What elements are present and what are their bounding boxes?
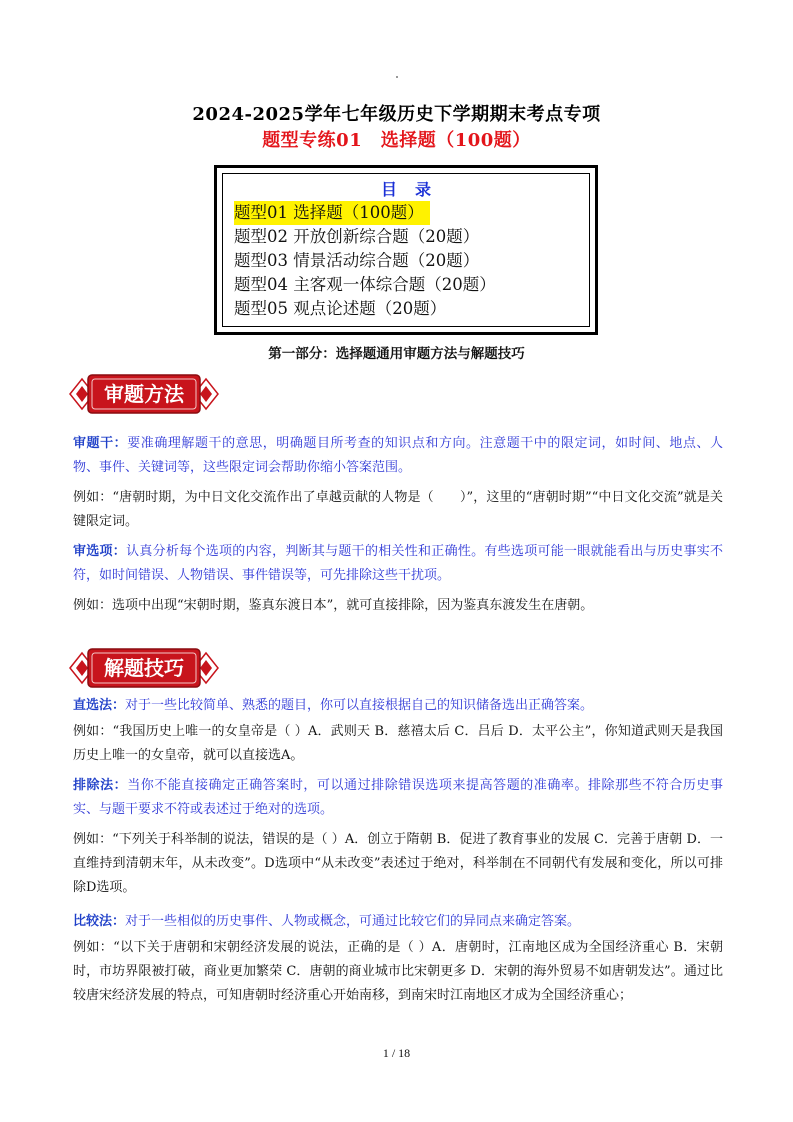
para-review-options: 审选项：认真分析每个选项的内容，判断其与题干的相关性和正确性。有些选项可能一眼就能看出与历史事实不符，如时间错误、人物错误、事件错误等，可先排除这些干扰项。: [73, 544, 723, 583]
toc-item-5[interactable]: 题型05 观点论述题（20题）: [234, 299, 447, 318]
para-review-stem: 审题干：要准确理解题干的意思，明确题目所考查的知识点和方向。注意题干中的限定词，如时间、地点、人物、事件、关键词等，这些限定词会帮助你缩小答案范围。: [73, 436, 723, 475]
toc-item-2[interactable]: 题型02 开放创新综合题（20题）: [234, 227, 480, 246]
badge-label-techniques: 解题技巧: [104, 656, 184, 680]
section-badge-review: [68, 371, 220, 417]
toc-item-3[interactable]: 题型03 情景活动综合题（20题）: [234, 251, 480, 270]
para-direct-method-example: 例如：“我国历史上唯一的女皇帝是（ ）A．武则天 B．慈禧太后 C．吕后 D．太平公主”，你知道武则天是我国历史上唯一的女皇帝，就可以直接选A。: [73, 724, 723, 763]
toc-item-1[interactable]: 题型01 选择题（100题）: [234, 201, 430, 225]
section-badge-techniques: [68, 645, 220, 691]
page-number: 1 / 18: [382, 1046, 411, 1060]
para-comparison-method: 比较法：对于一些相似的历史事件、人物或概念，可通过比较它们的异同点来确定答案。: [73, 914, 581, 929]
part-title: 第一部分：选择题通用审题方法与解题技巧: [268, 346, 525, 362]
badge-label-review: 审题方法: [104, 382, 184, 406]
para-elimination-example: 例如：“下列关于科举制的说法，错误的是（ ）A．创立于隋朝 B．促进了教育事业的发展 C．完善于唐朝 D．一直维持到清朝末年，从未改变”。D选项中“从未改变”表述过于绝对，科举制在不同朝代有发展和变化，所以可排除D选项。: [73, 832, 723, 895]
para-direct-method: 直选法：对于一些比较简单、熟悉的题目，你可以直接根据自己的知识储备选出正确答案。: [73, 698, 594, 713]
table-of-contents: [214, 165, 598, 335]
para-comparison-example: 例如：“以下关于唐朝和宋朝经济发展的说法，正确的是（ ）A．唐朝时，江南地区成为全国经济重心 B．宋朝时，市坊界限被打破，商业更加繁荣 C．唐朝的商业城市比宋朝更多 D．宋朝的海外贸易不如唐朝发达”。通过比较唐宋经济发展的特点，可知唐朝时经济重心开始南移，到南宋时江南地区才成为全国经济重心；: [73, 940, 723, 1003]
page-title: 2024-2025学年七年级历史下学期期末考点专项: [192, 104, 601, 125]
para-review-stem-example: 例如：“唐朝时期，为中日文化交流作出了卓越贡献的人物是（ ）”，这里的“唐朝时期”“中日文化交流”就是关键限定词。: [73, 490, 723, 529]
scan-dot: [396, 76, 398, 78]
para-elimination-method: 排除法：当你不能直接确定正确答案时，可以通过排除错误选项来提高答题的准确率。排除那些不符合历史事实、与题干要求不符或表述过于绝对的选项。: [73, 778, 723, 817]
toc-heading: 目录: [380, 180, 449, 199]
toc-inner-frame: [222, 173, 590, 327]
toc-item-4[interactable]: 题型04 主客观一体综合题（20题）: [234, 275, 496, 294]
page-subtitle: 题型专练01 选择题（100题）: [262, 130, 531, 151]
para-review-options-example: 例如：选项中出现“宋朝时期，鉴真东渡日本”，就可直接排除，因为鉴真东渡发生在唐朝。: [73, 598, 594, 613]
